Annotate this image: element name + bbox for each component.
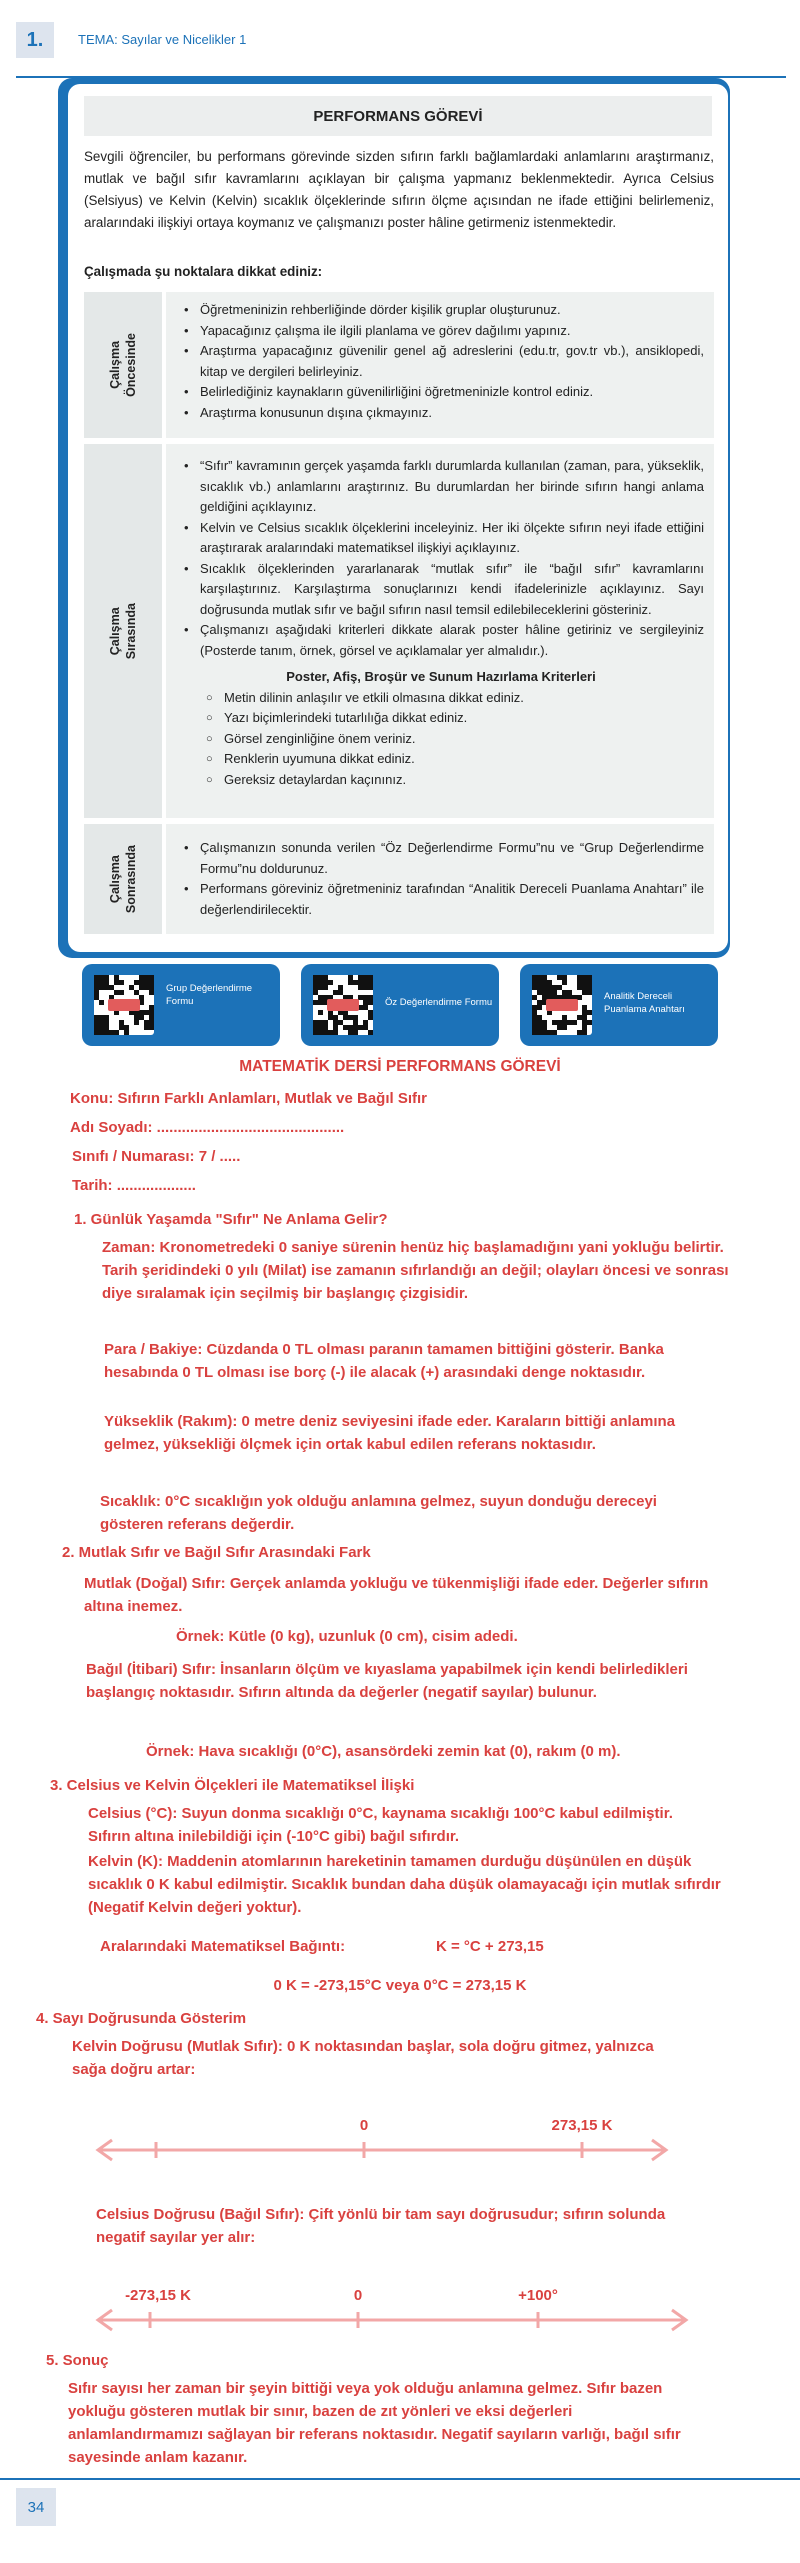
qr-cell — [368, 1030, 373, 1035]
qr-cell — [149, 1025, 154, 1030]
s2-bagil-ornek: Örnek: Hava sıcaklığı (0°C), asansördeki zemin kat (0), rakım (0 m). — [146, 1743, 621, 1760]
s4-kelvin: Kelvin Doğrusu (Mutlak Sıfır): 0 K noktasından başlar, sola doğru gitmez, yalnızca sağa doğru artar: — [72, 2038, 654, 2078]
task-intro: Sevgili öğrenciler, bu performans görevinde sizden sıfırın farklı bağlamlardaki anlamlarını araştırmanız, mutlak ve bağıl sıfır kavramlarını açıklayan bir çalışma yapmanız beklenmektedir. Ayrıca Celsius (Selsiyus) ve Kelvin (Kelvin) sıcaklık ölçeklerinde sıfırın ölçme açısından ne ifade ettiğini belirlemeniz, aralarındaki ilişkiyi ortaya koymanız ve çalışmanızı poster hâline getirmeniz istenmektedir. — [84, 149, 714, 230]
qr-cell — [328, 980, 333, 985]
answer-adi: Adı Soyadı: ............................................. — [70, 1119, 345, 1136]
after-list — [178, 838, 704, 920]
s4-celsius: Celsius Doğrusu (Bağıl Sıfır): Çift yönlü bir tam sayı doğrusudur; sıfırın solunda negatif sayılar yer alır: — [96, 2206, 666, 2246]
answer-konu: Konu: Sıfırın Farklı Anlamları, Mutlak ve Bağıl Sıfır — [70, 1090, 428, 1107]
answer-title: MATEMATİK DERSİ PERFORMANS GÖREVİ — [239, 1058, 561, 1075]
qr-label: Öz Değerlendirme Formu — [385, 997, 493, 1008]
attention-heading: Çalışmada şu noktalara dikkat ediniz: — [84, 264, 323, 279]
footer-rule — [0, 2478, 800, 2480]
celsius-tick-label: 0 — [353, 2287, 363, 2304]
list-item: • Kelvin ve Celsius sıcaklık ölçeklerini inceleyiniz. Her iki ölçekte sıfırın neyi ifade ettiğini araştırarak aralarındaki matematiksel ilişkiyi açıklayınız. — [178, 518, 704, 559]
s5-title: 5. Sonuç — [46, 2352, 109, 2369]
qr-label: Analitik Dereceli Puanlama Anahtarı — [604, 991, 685, 1015]
list-item: • Çalışmanızın sonunda verilen “Öz Değerlendirme Formu”nu ve “Grup Değerlendirme Formu”nu doldurunuz. — [178, 838, 704, 879]
qr-cell — [552, 1030, 557, 1035]
qr-cell — [562, 980, 567, 985]
list-item: • Öğretmeninizin rehberliğinde dörder kişilik gruplar oluşturunuz. — [178, 300, 704, 321]
s3-esitlik: 0 K = -273,15°C veya 0°C = 273,15 K — [273, 1977, 527, 1994]
qr-cell — [562, 1025, 567, 1030]
qr-cell — [124, 1030, 129, 1035]
during-list — [178, 456, 704, 661]
qr-label: Grup Değerlendirme Formu — [166, 983, 253, 1007]
kelvin-tick-label: 0 — [359, 2117, 369, 2134]
s1-para: Para / Bakiye: Cüzdanda 0 TL olması paranın tamamen bittiğini gösterir. Banka hesabında 0 TL olması ise borç (-) ile alacak (+) arasındaki denge noktasıdır. — [104, 1341, 664, 1381]
qr-cell — [323, 985, 328, 990]
s2-title: 2. Mutlak Sıfır ve Bağıl Sıfır Arasındaki Fark — [62, 1544, 371, 1561]
list-item: • Belirlediğiniz kaynakların güvenilirliğini öğretmeninizle kontrol ediniz. — [178, 382, 704, 403]
qr-cell — [149, 990, 154, 995]
kelvin-number-line — [92, 2108, 672, 2168]
s1-zaman: Zaman: Kronometredeki 0 saniye sürenin henüz hiç başlamadığını yani yokluğu belirtir. Tarih şeridindeki 0 yılı (Milat) ise zamanın sıfırlandığı an değil; olayları öncesi ve sonrası diye sıralamak için seçilmiş bir başlangıç çizgisidir. — [102, 1239, 729, 1302]
list-item: • “Sıfır” kavramının gerçek yaşamda farklı durumlarda kullanılan (zaman, para, yükseklik, sıcaklık vb.) anlamlarını araştırınız. Bu durumlardan her birinde sıfırın hangi anlama geldiğini açıklayınız. — [178, 456, 704, 518]
list-item: • Performans göreviniz öğretmeniniz tarafından “Analitik Dereceli Puanlama Anahtarı” ile değerlendirilecektir. — [178, 879, 704, 920]
unit-number: 1. — [16, 22, 54, 58]
answer-sinif: Sınıfı / Numarası: 7 / ..... — [72, 1148, 241, 1165]
s3-kelvin: Kelvin (K): Maddenin atomlarının hareketinin tamamen durduğu düşünülen en düşük sıcaklık 0 K kabul edilmiştir. Sıcaklık bundan daha düşük olamayacağı için mutlak sıfırdır (Negatif Kelvin değeri yoktur). — [88, 1853, 721, 1916]
list-item: ○ Yazı biçimlerindeki tutarlılığa dikkat ediniz. — [178, 708, 704, 729]
qr-cell — [572, 1020, 577, 1025]
celsius-line-svg — [92, 2278, 692, 2338]
list-item: • Yapacağınız çalışma ile ilgili planlama ve görev dağılımı yapınız. — [178, 321, 704, 342]
qr-badge-rubric[interactable] — [520, 964, 718, 1046]
s3-title: 3. Celsius ve Kelvin Ölçekleri ile Matematiksel İlişki — [50, 1777, 415, 1794]
criteria-list — [178, 688, 704, 791]
qr-cell — [119, 980, 124, 985]
qr-badge-self-form[interactable] — [301, 964, 499, 1046]
list-item: ○ Görsel zenginliğine önem veriniz. — [178, 729, 704, 750]
topic-title: TEMA: Sayılar ve Nicelikler 1 — [78, 32, 247, 47]
s2-bagil: Bağıl (İtibari) Sıfır: İnsanların ölçüm ve kıyaslama yapabilmek için kendi belirledikleri başlangıç noktasıdır. Sıfırın altında da değerler (negatif sayılar) bulunur. — [86, 1661, 688, 1701]
qr-cell — [587, 1010, 592, 1015]
s3-baginti-label: Aralarındaki Matematiksel Bağıntı: — [100, 1938, 346, 1955]
qr-code-icon — [313, 975, 373, 1035]
section-during — [84, 444, 714, 818]
qr-cell — [587, 990, 592, 995]
qr-cell — [99, 1000, 104, 1005]
qr-badge-group-form[interactable] — [82, 964, 280, 1046]
qr-stamp — [327, 999, 359, 1011]
qr-cell — [114, 1030, 119, 1035]
qr-cell — [368, 1000, 373, 1005]
s1-sicaklik: Sıcaklık: 0°C sıcaklığın yok olduğu anlamına gelmez, suyun donduğu dereceyi gösteren referans değerdir. — [100, 1493, 657, 1533]
qr-stamp — [108, 999, 140, 1011]
s2-mutlak: Mutlak (Doğal) Sıfır: Gerçek anlamda yokluğu ve tükenmişliği ifade eder. Değerler sıfırın altına inemez. — [84, 1575, 709, 1615]
qr-cell — [368, 1015, 373, 1020]
criteria-title: Poster, Afiş, Broşür ve Sunum Hazırlama Kriterleri — [286, 669, 596, 684]
qr-cell — [134, 1020, 139, 1025]
qr-cell — [318, 1010, 323, 1015]
qr-cell — [537, 1005, 542, 1010]
kelvin-line-svg — [92, 2108, 672, 2168]
list-item: ○ Renklerin uyumuna dikkat ediniz. — [178, 749, 704, 770]
section-after — [84, 824, 714, 934]
page-header — [0, 0, 800, 90]
list-item: ○ Metin dilinin anlaşılır ve etkili olmasına dikkat ediniz. — [178, 688, 704, 709]
page-number: 34 — [16, 2488, 56, 2526]
s3-celsius: Celsius (°C): Suyun donma sıcaklığı 0°C, kaynama sıcaklığı 100°C kabul edilmiştir. Sıfırın altına inilebildiği için (-10°C gibi) bağıl sıfırdır. — [88, 1805, 673, 1845]
section-after-label: Çalışma Sonrasında — [108, 844, 138, 914]
list-item: • Sıcaklık ölçeklerinden yararlanarak “mutlak sıfır” ile “bağıl sıfır” kavramlarını karşılaştırınız. Karşılaştırma sonuçlarınızı kendi ifadelerinizle açıklayınız. Sayı doğrusunda mutlak sıfır ve bağıl sıfırın nasıl temsil edilebileceklerini gösteriniz. — [178, 559, 704, 621]
answer-tarih: Tarih: ................... — [72, 1177, 196, 1194]
list-item: • Araştırma yapacağınız güvenilir genel ağ adreslerini (edu.tr, gov.tr vb.), ansiklopedi, kitap ve dergileri belirleyiniz. — [178, 341, 704, 382]
qr-stamp — [546, 999, 578, 1011]
qr-cell — [333, 1030, 338, 1035]
qr-cell — [582, 1030, 587, 1035]
celsius-tick-label: -273,15 K — [125, 2287, 191, 2304]
qr-cell — [119, 990, 124, 995]
s2-mutlak-ornek: Örnek: Kütle (0 kg), uzunluk (0 cm), cisim adedi. — [176, 1628, 518, 1645]
qr-code-icon — [94, 975, 154, 1035]
qr-badges — [82, 964, 718, 1046]
list-item: ○ Gereksiz detaylardan kaçınınız. — [178, 770, 704, 791]
s1-yukseklik: Yükseklik (Rakım): 0 metre deniz seviyesini ifade eder. Karaların bittiği anlamına gelmez, yüksekliği ölçmek için ortak kabul edilen referans noktasıdır. — [104, 1413, 676, 1453]
s4-title: 4. Sayı Doğrusunda Gösterim — [36, 2010, 247, 2027]
qr-cell — [353, 1030, 358, 1035]
celsius-number-line — [92, 2278, 692, 2338]
section-during-label: Çalışma Sırasında — [108, 602, 138, 660]
s5-text: Sıfır sayısı her zaman bir şeyin bittiği veya yok olduğu anlamına gelmez. Sıfır bazen yokluğu gösteren mutlak bir sınır, bazen de zıt yönleri ve eksi değerleri anlamlandırmamızı sağlayan bir referans noktasıdır. Negatif sayıların varlığı, bağıl sıfır sayesinde anlam kazanır. — [68, 2380, 681, 2466]
section-before-label: Çalışma Öncesinde — [108, 333, 138, 397]
section-before — [84, 292, 714, 438]
list-item: • Çalışmanızı aşağıdaki kriterleri dikkate alarak poster hâline getiriniz ve sergileyiniz (Posterde tanım, örnek, görsel ve açıklamalar yer almalıdır.). — [178, 620, 704, 661]
qr-cell — [587, 1020, 592, 1025]
qr-code-icon — [532, 975, 592, 1035]
kelvin-tick-label: 273,15 K — [551, 2117, 613, 2134]
list-item: • Araştırma konusunun dışına çıkmayınız. — [178, 403, 704, 424]
qr-cell — [368, 985, 373, 990]
task-title: PERFORMANS GÖREVİ — [84, 96, 712, 136]
celsius-tick-label: +100° — [518, 2287, 558, 2304]
before-list — [178, 300, 704, 423]
s1-title: 1. Günlük Yaşamda "Sıfır" Ne Anlama Gelir? — [74, 1211, 388, 1228]
s3-baginti: K = °C + 273,15 — [436, 1938, 544, 1955]
